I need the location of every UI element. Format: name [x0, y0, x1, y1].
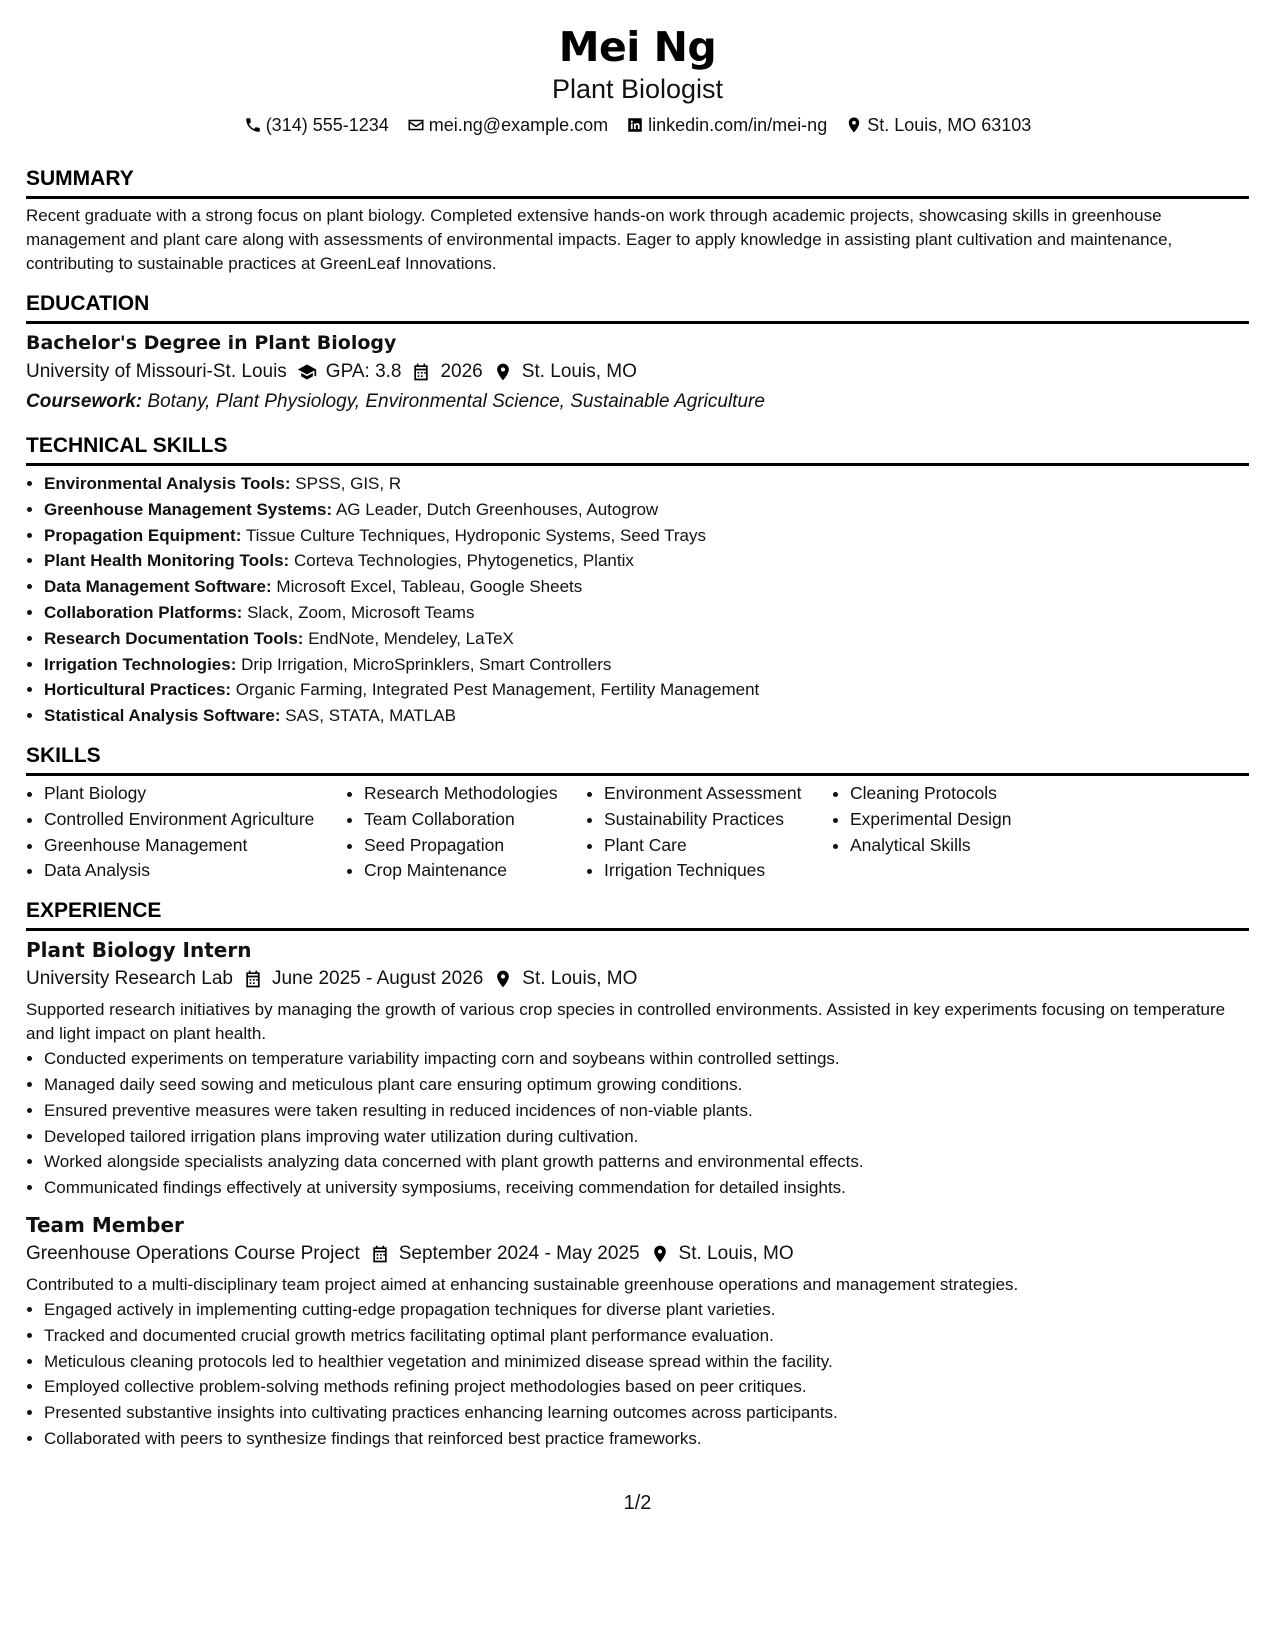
- list-item: • Crop Maintenance: [364, 858, 586, 884]
- resume-header: [26, 0, 1249, 138]
- skills-grid: [26, 781, 1249, 884]
- graduation-cap-icon: [297, 362, 317, 382]
- job-title: Plant Biology Intern: [26, 938, 252, 963]
- list-item: [44, 574, 1249, 600]
- envelope-icon: [407, 116, 425, 134]
- phone-icon: [244, 116, 262, 134]
- summary-section: [26, 166, 1249, 276]
- candidate-name: Mei Ng: [558, 23, 717, 71]
- list-item: • Data Analysis: [44, 858, 346, 884]
- job-meta: [26, 964, 1249, 994]
- grad-year-text: 2026: [440, 361, 483, 382]
- list-item: [44, 703, 1249, 729]
- skill-category: Collaboration Platforms:: [44, 602, 243, 622]
- skill-values: Organic Farming, Integrated Pest Management, Fertility Management: [235, 680, 760, 700]
- skill-category: Data Management Software:: [44, 577, 272, 597]
- skill-category: Research Documentation Tools:: [44, 628, 304, 648]
- skill-category: Environmental Analysis Tools:: [44, 474, 291, 493]
- summary-text: Recent graduate with a strong focus on plant biology. Completed extensive hands-on work through academic projects, showcasing skills in greenhouse management and plant care along with assessments of environmental impacts. Eager to apply knowledge in assisting plant cultivation and maintenance, contributing to sustainable practices at GreenLeaf Innovations.: [26, 206, 1173, 273]
- contact-location: [845, 112, 1031, 138]
- contact-email-text: mei.ng@example.com: [428, 115, 609, 135]
- skills-column: [586, 781, 832, 884]
- list-item: • Ensured preventive measures were taken resulting in reduced incidences of non-viable plants.: [44, 1098, 1249, 1124]
- contact-linkedin-text: linkedin.com/in/mei-ng: [648, 115, 828, 135]
- skill-values: Microsoft Excel, Tableau, Google Sheets: [276, 577, 583, 597]
- job-org: University Research Lab: [26, 968, 233, 990]
- calendar-icon: [243, 969, 263, 989]
- list-item: [44, 677, 1249, 703]
- skills-column: [26, 781, 346, 884]
- job-summary: Supported research initiatives by managing the growth of various crop species in controlled environments. Assisted in key experiments focusing on temperature and light impact on plant health.: [26, 1000, 1226, 1044]
- list-item: • Communicated findings effectively at university symposiums, receiving commendation for detailed insights.: [44, 1175, 1249, 1201]
- map-pin-icon: [493, 969, 513, 989]
- job-dates: September 2024 - May 2025: [398, 1242, 640, 1264]
- technical-skills-section: [26, 433, 1249, 729]
- skill-values: Slack, Zoom, Microsoft Teams: [247, 602, 475, 622]
- job-dates-item: [243, 964, 483, 994]
- contact-bar: [26, 112, 1249, 138]
- list-item: • Developed tailored irrigation plans improving water utilization during cultivation.: [44, 1124, 1249, 1150]
- skill-category: Irrigation Technologies:: [44, 654, 237, 674]
- job-location-item: [493, 964, 637, 994]
- linkedin-icon: [626, 116, 644, 134]
- coursework-text: Botany, Plant Physiology, Environmental Science, Sustainable Agriculture: [147, 391, 765, 412]
- contact-phone-text: (314) 555-1234: [265, 115, 389, 135]
- calendar-icon: [370, 1244, 390, 1264]
- skill-values: AG Leader, Dutch Greenhouses, Autogrow: [335, 499, 659, 519]
- education-meta: [26, 357, 1249, 387]
- contact-email[interactable]: [407, 112, 608, 138]
- technical-skills-heading: TECHNICAL SKILLS: [26, 433, 1249, 466]
- technical-skills-list: [26, 471, 1249, 729]
- list-item: [44, 497, 1249, 523]
- list-item: [44, 471, 1249, 497]
- list-item: • Greenhouse Management: [44, 833, 346, 859]
- list-item: • Seed Propagation: [364, 833, 586, 859]
- job-location-item: [650, 1239, 794, 1269]
- job-location: St. Louis, MO: [522, 968, 638, 990]
- school-name: University of Missouri-St. Louis: [26, 361, 287, 382]
- map-pin-icon: [845, 116, 863, 134]
- list-item: • Analytical Skills: [850, 833, 1070, 859]
- experience-section: [26, 898, 1249, 1452]
- contact-phone[interactable]: [244, 112, 389, 138]
- skills-column: [346, 781, 586, 884]
- job-dates-item: [370, 1239, 640, 1269]
- list-item: [44, 600, 1249, 626]
- skill-category: Horticultural Practices:: [44, 680, 232, 700]
- list-item: • Meticulous cleaning protocols led to healthier vegetation and minimized disease spread within the facility.: [44, 1349, 1249, 1375]
- map-pin-icon: [650, 1244, 670, 1264]
- list-item: • Plant Biology: [44, 781, 346, 807]
- list-item: • Presented substantive insights into cultivating practices enhancing learning outcomes across participants.: [44, 1400, 1249, 1426]
- summary-heading: SUMMARY: [26, 166, 1249, 199]
- skill-values: SAS, STATA, MATLAB: [285, 706, 456, 726]
- list-item: • Plant Care: [604, 833, 832, 859]
- job-summary: Contributed to a multi-disciplinary team project aimed at enhancing sustainable greenhouse operations and management strategies.: [26, 1274, 1019, 1294]
- list-item: [44, 548, 1249, 574]
- skills-column: [832, 781, 1070, 884]
- list-item: • Worked alongside specialists analyzing data concerned with plant growth patterns and environmental effects.: [44, 1149, 1249, 1175]
- job-entry: [26, 936, 1249, 1201]
- list-item: • Cleaning Protocols: [850, 781, 1070, 807]
- coursework-line: [26, 387, 1249, 417]
- skills-section: [26, 743, 1249, 884]
- list-item: [44, 652, 1249, 678]
- skill-values: Tissue Culture Techniques, Hydroponic Systems, Seed Trays: [245, 525, 706, 545]
- list-item: • Collaborated with peers to synthesize findings that reinforced best practice frameworks.: [44, 1426, 1249, 1452]
- calendar-icon: [411, 362, 431, 382]
- list-item: • Sustainability Practices: [604, 807, 832, 833]
- experience-heading: EXPERIENCE: [26, 898, 1249, 931]
- contact-linkedin[interactable]: [626, 112, 827, 138]
- job-bullets: [26, 1297, 1249, 1452]
- list-item: • Team Collaboration: [364, 807, 586, 833]
- skill-category: Statistical Analysis Software:: [44, 706, 281, 726]
- job-location: St. Louis, MO: [678, 1242, 794, 1264]
- list-item: • Conducted experiments on temperature variability impacting corn and soybeans within controlled settings.: [44, 1046, 1249, 1072]
- skill-category: Plant Health Monitoring Tools:: [44, 551, 290, 571]
- candidate-title: Plant Biologist: [551, 74, 724, 104]
- contact-location-text: St. Louis, MO 63103: [867, 115, 1032, 135]
- gpa-text: GPA: 3.8: [325, 361, 402, 382]
- list-item: • Engaged actively in implementing cutting-edge propagation techniques for diverse plant varieties.: [44, 1297, 1249, 1323]
- skills-heading: SKILLS: [26, 743, 1249, 776]
- list-item: • Research Methodologies: [364, 781, 586, 807]
- skill-values: EndNote, Mendeley, LaTeX: [308, 628, 514, 648]
- school-location-text: St. Louis, MO: [521, 361, 637, 382]
- map-pin-icon: [493, 362, 513, 382]
- job-dates: June 2025 - August 2026: [271, 968, 484, 990]
- list-item: • Tracked and documented crucial growth metrics facilitating optimal plant performance evaluation.: [44, 1323, 1249, 1349]
- skill-category: Greenhouse Management Systems:: [44, 499, 333, 519]
- grad-year-item: [411, 357, 482, 387]
- skill-category: Propagation Equipment:: [44, 525, 242, 545]
- list-item: • Environment Assessment: [604, 781, 832, 807]
- list-item: • Managed daily seed sowing and meticulous plant care ensuring optimum growing conditions.: [44, 1072, 1249, 1098]
- page-number: 1/2: [623, 1492, 652, 1514]
- job-org: Greenhouse Operations Course Project: [26, 1242, 360, 1264]
- education-section: [26, 291, 1249, 417]
- resume-page: [26, 0, 1249, 1452]
- list-item: • Irrigation Techniques: [604, 858, 832, 884]
- school-location-item: [493, 357, 637, 387]
- skill-values: Corteva Technologies, Phytogenetics, Plantix: [293, 551, 634, 571]
- job-meta: [26, 1239, 1249, 1269]
- gpa-item: [297, 357, 402, 387]
- coursework-label: Coursework:: [26, 391, 143, 412]
- degree-title: Bachelor's Degree in Plant Biology: [26, 332, 397, 354]
- job-bullets: [26, 1046, 1249, 1201]
- list-item: • Employed collective problem-solving methods refining project methodologies based on peer critiques.: [44, 1374, 1249, 1400]
- list-item: [44, 626, 1249, 652]
- list-item: • Controlled Environment Agriculture: [44, 807, 346, 833]
- skill-values: SPSS, GIS, R: [295, 474, 402, 493]
- education-heading: EDUCATION: [26, 291, 1249, 324]
- job-entry: [26, 1211, 1249, 1452]
- skill-values: Drip Irrigation, MicroSprinklers, Smart Controllers: [241, 654, 612, 674]
- list-item: [44, 523, 1249, 549]
- list-item: • Experimental Design: [850, 807, 1070, 833]
- job-title: Team Member: [26, 1212, 184, 1237]
